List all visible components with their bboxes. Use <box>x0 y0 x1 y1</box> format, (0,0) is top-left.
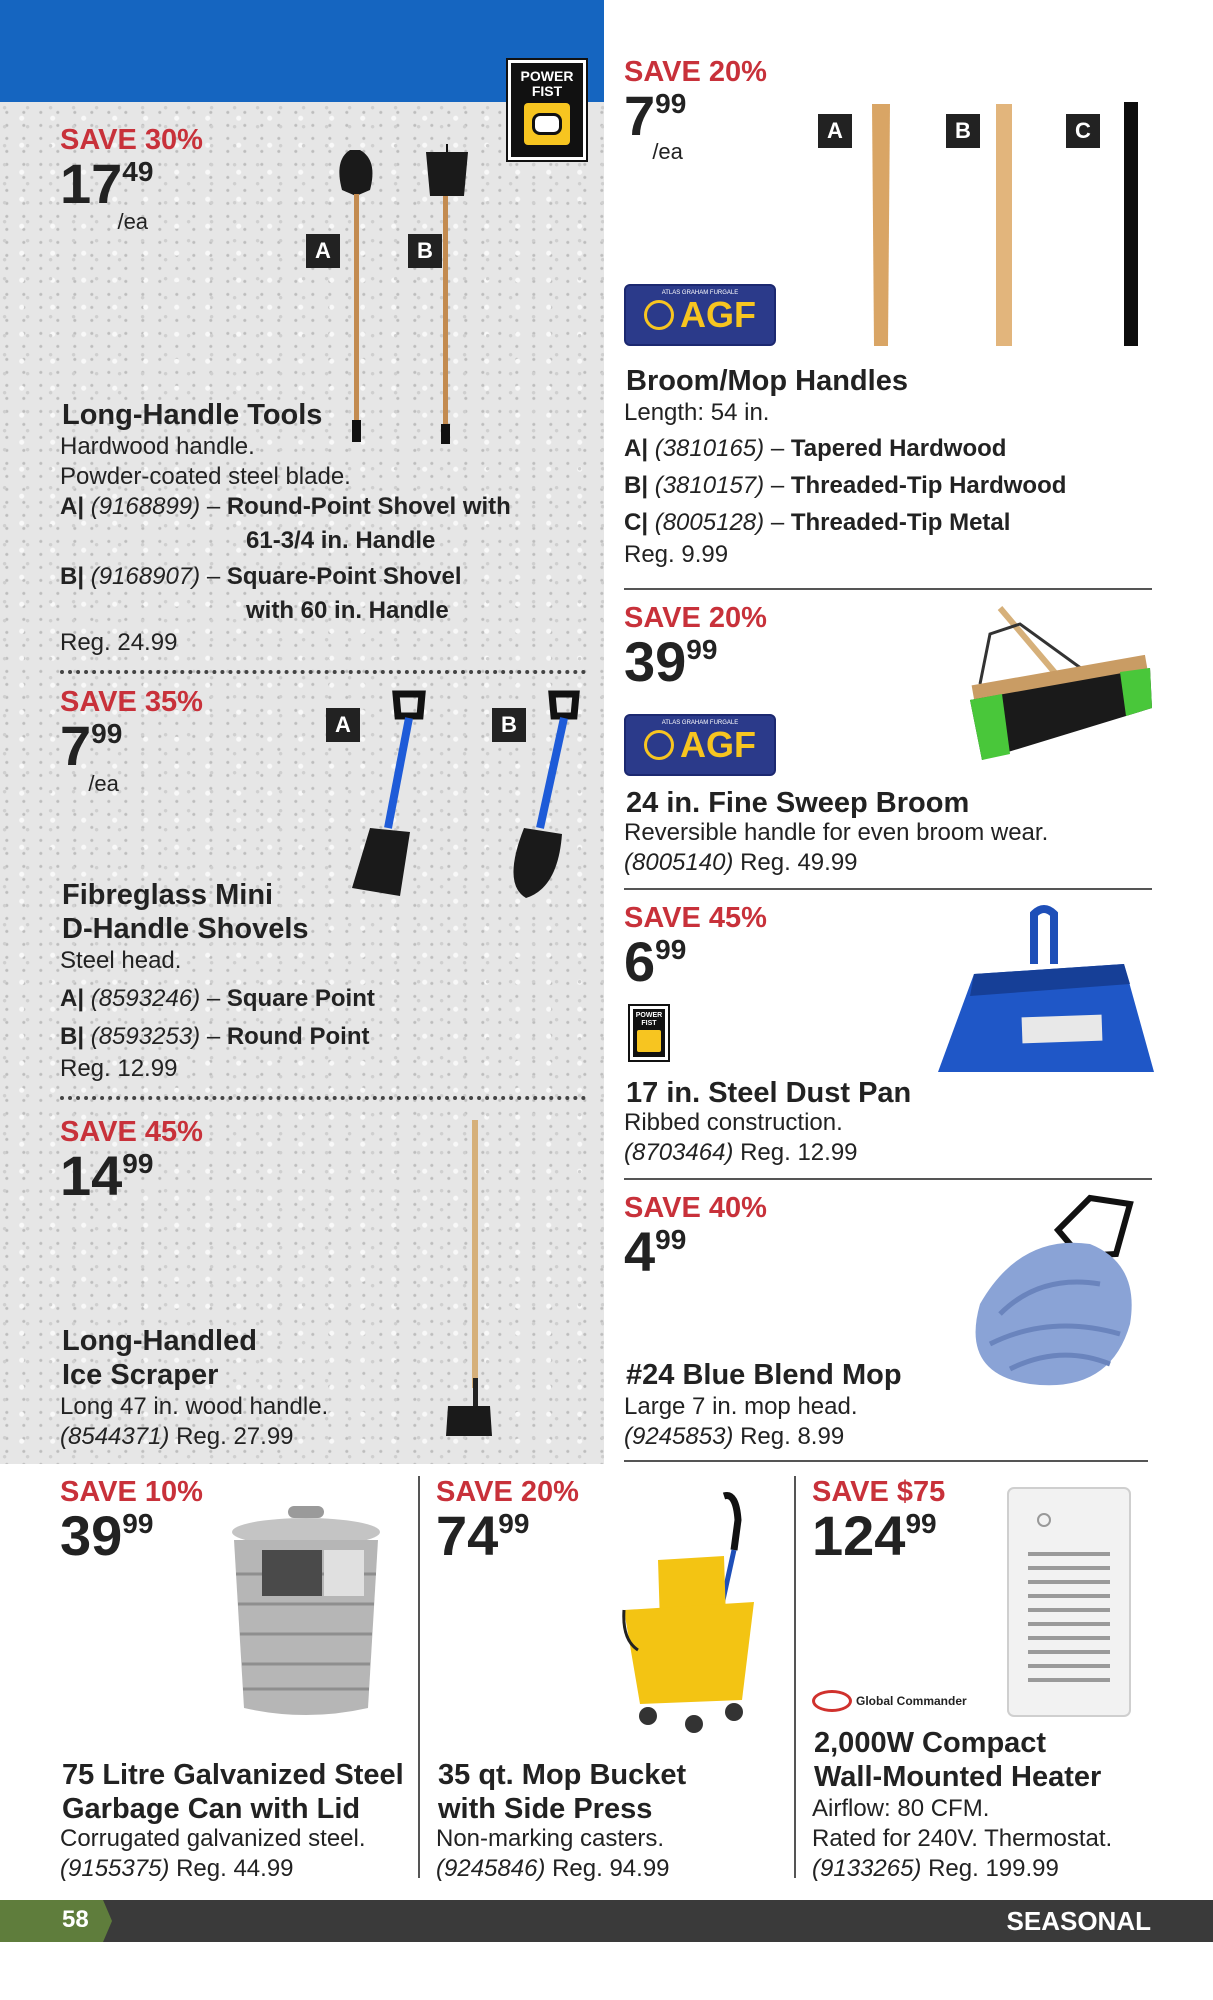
sale-price: $4^{99}$ <box>624 1220 687 1283</box>
variant-a: A| (3810165) – Tapered Hardwood <box>624 435 1007 462</box>
brand-name: Global Commander <box>856 1694 967 1708</box>
title-line1: Long-Handled <box>62 1325 257 1357</box>
save-badge: SAVE 10% <box>60 1476 203 1508</box>
description: Long 47 in. wood handle. <box>60 1393 329 1420</box>
handles-image <box>860 100 1160 350</box>
product-title: #24 Blue Blend Mop <box>626 1359 902 1391</box>
label-a: A <box>326 708 360 742</box>
sale-price: $74^{99}$ <box>436 1504 530 1567</box>
save-badge: SAVE 30% <box>60 124 203 156</box>
sku-reg: (8703464) Reg. 12.99 <box>624 1139 858 1166</box>
description: Length: 54 in. <box>624 399 770 426</box>
product-title: 17 in. Steel Dust Pan <box>626 1077 912 1109</box>
variant-b-cont: with 60 in. Handle <box>246 597 449 624</box>
column-divider <box>794 1476 796 1878</box>
agf-logo <box>624 714 776 776</box>
fist-icon <box>524 103 570 145</box>
desc-line2: Powder-coated steel blade. <box>60 463 351 490</box>
divider <box>60 1096 586 1100</box>
brand-name: AGF <box>680 294 756 335</box>
variant-a: A| (8593246) – Square Point <box>60 985 375 1012</box>
label-a: A <box>306 234 340 268</box>
globe-icon <box>644 300 674 330</box>
description: Corrugated galvanized steel. <box>60 1825 366 1852</box>
page-number-box <box>0 1900 112 1942</box>
label-b: B <box>946 114 980 148</box>
section-label: SEASONAL <box>1006 1906 1151 1936</box>
sale-price: $39^{99}$ <box>60 1504 154 1567</box>
product-title: Long-Handle Tools <box>62 399 323 431</box>
sku-reg: (9245853) Reg. 8.99 <box>624 1423 845 1450</box>
garbage-can-image <box>226 1504 386 1724</box>
variant-b: B| (8593253) – Round Point <box>60 1023 370 1050</box>
description: Non-marking casters. <box>436 1825 665 1852</box>
variant-b: B| (9168907) – Square-Point Shovel <box>60 563 462 590</box>
title-line2: D-Handle Shovels <box>62 913 309 945</box>
title-line2: Garbage Can with Lid <box>62 1793 361 1825</box>
swirl-icon <box>812 1690 852 1712</box>
brand-line2: FIST <box>531 83 563 99</box>
column-divider <box>418 1476 420 1878</box>
global-commander-logo <box>812 1690 967 1712</box>
label-b: B <box>408 234 442 268</box>
dust-pan-image <box>934 904 1156 1076</box>
variant-b: B| (3810157) – Threaded-Tip Hardwood <box>624 472 1067 499</box>
divider <box>624 1460 1148 1462</box>
variant-c: C| (8005128) – Threaded-Tip Metal <box>624 509 1011 536</box>
save-badge: SAVE 20% <box>624 602 767 634</box>
fist-icon <box>637 1030 661 1052</box>
save-badge: SAVE 20% <box>436 1476 579 1508</box>
save-badge: SAVE 45% <box>60 1116 203 1148</box>
sale-price: $39^{99}$ <box>624 630 718 693</box>
heater-image <box>1004 1484 1134 1720</box>
sale-price: $6^{99}$ <box>624 930 687 993</box>
brand-small-text: ATLAS GRAHAM FURGALE <box>661 290 739 296</box>
sku-reg: (8544371) Reg. 27.99 <box>60 1423 294 1450</box>
title-line1: 2,000W Compact <box>814 1727 1047 1759</box>
title-line1: 75 Litre Galvanized Steel <box>62 1759 404 1791</box>
desc-line2: Rated for 240V. Thermostat. <box>812 1825 1113 1852</box>
globe-icon <box>644 730 674 760</box>
title-line1: 35 qt. Mop Bucket <box>438 1759 687 1791</box>
brand-line2: FIST <box>641 1020 657 1027</box>
mop-image <box>940 1194 1160 1394</box>
agf-logo <box>624 284 776 346</box>
brand-line1: POWER <box>520 68 574 84</box>
divider <box>60 670 586 674</box>
title-line2: Ice Scraper <box>62 1359 219 1391</box>
regular-price: Reg. 9.99 <box>624 541 729 568</box>
description: Reversible handle for even broom wear. <box>624 819 1049 846</box>
power-fist-logo <box>630 1006 668 1060</box>
save-badge: SAVE 40% <box>624 1192 767 1224</box>
sku-reg: (9155375) Reg. 44.99 <box>60 1855 294 1882</box>
sale-price: $7^{99}_{/ea}$ <box>60 714 123 796</box>
description: Large 7 in. mop head. <box>624 1393 858 1420</box>
description: Steel head. <box>60 947 182 974</box>
sale-price: $14^{99}$ <box>60 1144 154 1207</box>
divider <box>624 888 1152 890</box>
ice-scraper-image <box>440 1118 500 1438</box>
power-fist-logo <box>508 60 586 160</box>
divider <box>624 1178 1152 1180</box>
sale-price: $124^{99}$ <box>812 1504 937 1567</box>
title-line2: Wall-Mounted Heater <box>814 1761 1102 1793</box>
label-b: B <box>492 708 526 742</box>
description: Ribbed construction. <box>624 1109 843 1136</box>
save-badge: SAVE 35% <box>60 686 203 718</box>
save-badge: SAVE 20% <box>624 56 767 88</box>
broom-image <box>960 604 1156 764</box>
desc-line1: Hardwood handle. <box>60 433 255 460</box>
sale-price: $7^{99}_{/ea}$ <box>624 84 687 164</box>
brand-small-text: ATLAS GRAHAM FURGALE <box>661 720 739 726</box>
product-title: 24 in. Fine Sweep Broom <box>626 787 970 819</box>
brand-name: AGF <box>680 724 756 765</box>
sku-reg: (8005140) Reg. 49.99 <box>624 849 858 876</box>
page-number: 58 <box>62 1906 89 1933</box>
regular-price: Reg. 12.99 <box>60 1055 178 1082</box>
divider <box>624 588 1152 590</box>
sale-price: $17^{49}_{/ea}$ <box>60 152 154 234</box>
save-badge: SAVE 45% <box>624 902 767 934</box>
variant-a-cont: 61-3/4 in. Handle <box>246 527 436 554</box>
variant-a: A| (9168899) – Round-Point Shovel with <box>60 493 511 520</box>
save-badge: SAVE $75 <box>812 1476 946 1508</box>
shovels-image <box>330 140 480 450</box>
mini-shovels-image <box>340 688 600 908</box>
title-line2: with Side Press <box>438 1793 653 1825</box>
brand-line1: POWER <box>635 1012 663 1019</box>
label-a: A <box>818 114 852 148</box>
title-line1: Fibreglass Mini <box>62 879 274 911</box>
product-title: Broom/Mop Handles <box>626 365 908 397</box>
sku-reg: (9133265) Reg. 199.99 <box>812 1855 1059 1882</box>
label-c: C <box>1066 114 1100 148</box>
desc-line1: Airflow: 80 CFM. <box>812 1795 990 1822</box>
mop-bucket-image <box>614 1490 764 1740</box>
regular-price: Reg. 24.99 <box>60 629 178 656</box>
sku-reg: (9245846) Reg. 94.99 <box>436 1855 670 1882</box>
